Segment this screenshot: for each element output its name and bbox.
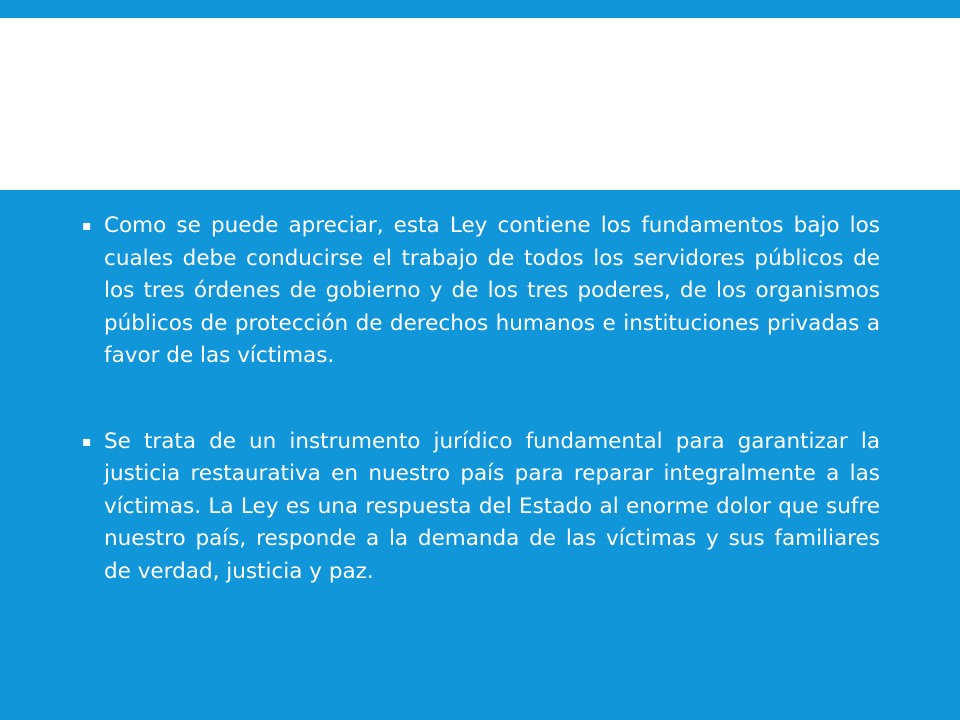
- bullet-square-icon: ▪: [82, 218, 92, 234]
- bullet-text: Se trata de un instrumento jurídico fundamental para garantizar la justicia restaurativa en nuestro país para reparar integralmente a las víctimas. La Ley es una respuesta del Estado al enorme dolor que sufre nuestro país, responde a la demanda de las víctimas y sus familiares de verdad, justicia y paz.: [104, 428, 880, 584]
- bullet-square-icon: ▪: [82, 433, 92, 450]
- slide-body: [80, 210, 880, 690]
- bullet-item: [80, 210, 880, 373]
- title-band: [0, 18, 960, 190]
- bullet-text: Como se puede apreciar, esta Ley contiene los fundamentos bajo los cuales debe conducirse el trabajo de todos los servidores públicos de los tres órdenes de gobierno y de los tres poderes, de los organismos públicos de protección de derechos humanos e instituciones privadas a favor de las víctimas.: [104, 213, 880, 368]
- bullet-item: [80, 426, 880, 589]
- top-accent-bar: [0, 0, 960, 18]
